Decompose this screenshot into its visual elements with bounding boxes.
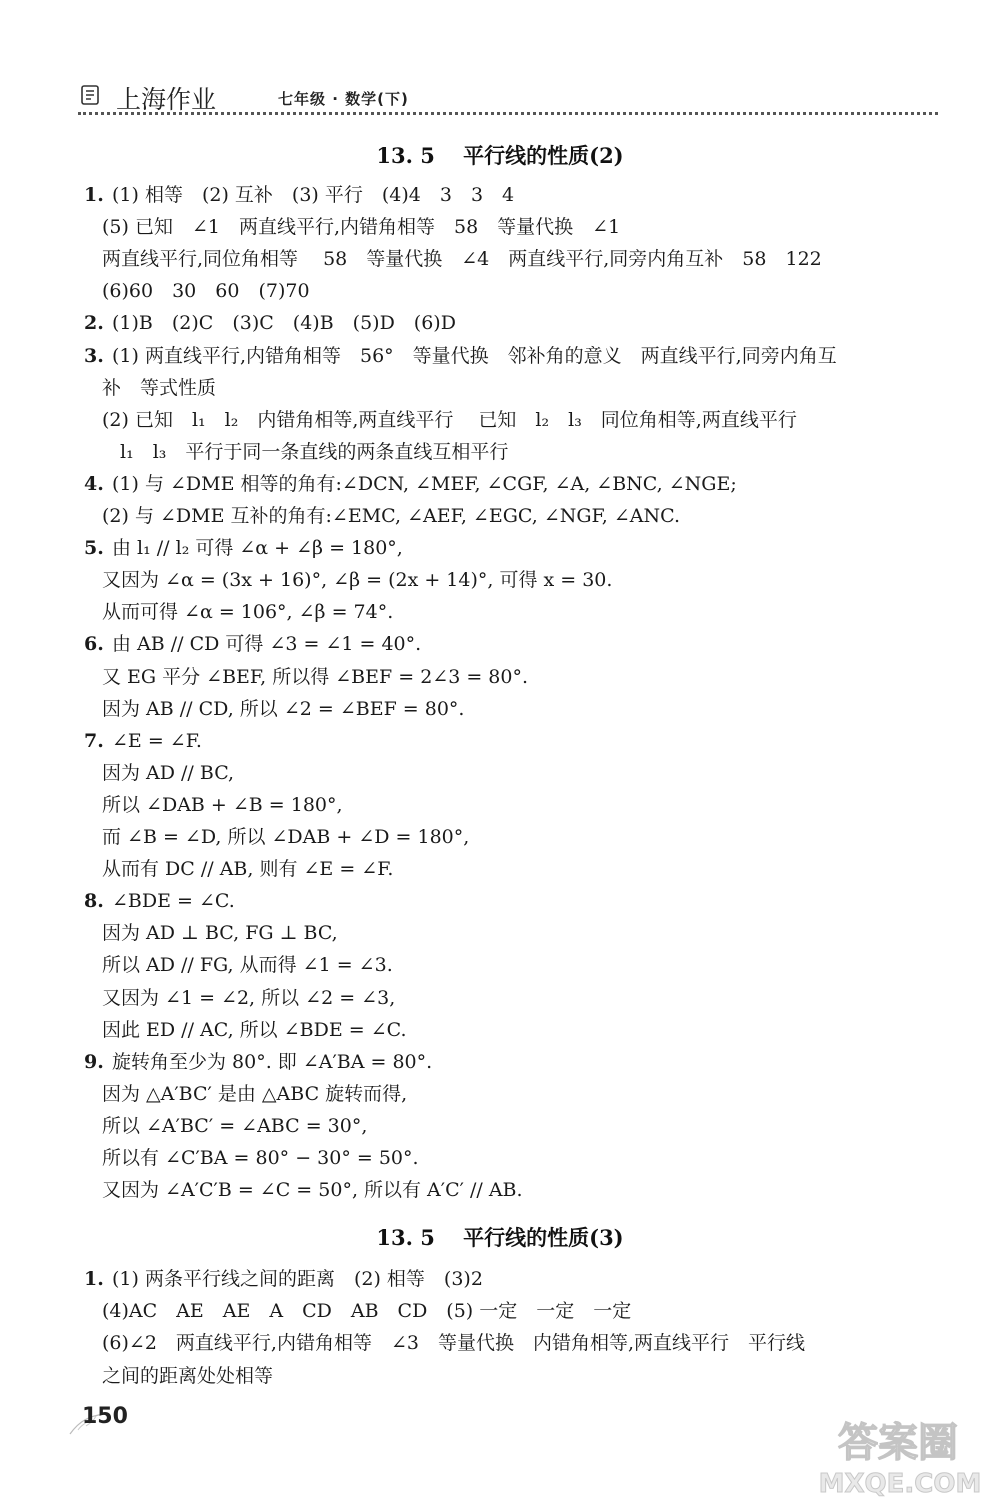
answer-text: 所以有 ∠C′BA = 80° − 30° = 50°. [102,1147,419,1169]
answer-line [80,341,837,371]
answer-line [102,918,338,948]
answer-text: 之间的距离处处相等 [102,1364,274,1387]
question-number: 1. [84,1268,104,1290]
answer-text: (1) 两直线平行,内错角相等 56° 等量代换 邻补角的意义 两直线平行,同旁内角互 [112,344,837,367]
answer-text: ∠E = ∠F. [112,729,202,752]
answer-line [102,597,393,627]
answer-line [102,501,680,531]
answer-text: l₁ l₃ 平行于同一条直线的两条直线互相平行 [120,440,509,463]
answer-line [102,983,395,1013]
book-logo-icon [80,84,102,106]
answer-line [102,758,234,788]
answer-line [80,1047,432,1077]
answer-text: (6)60 30 60 (7)70 [102,280,310,303]
answer-line [80,308,456,338]
answer-line [102,565,612,595]
answer-text: 因为 AD // BC, [102,761,235,784]
section-title: 13. 5 平行线的性质(3) [376,1225,624,1250]
answer-line [80,726,202,756]
answer-line [102,1175,523,1205]
answer-text: (2) 已知 l₁ l₂ 内错角相等,两直线平行 已知 l₂ l₃ 同位角相等,两直线平行 [102,408,797,431]
answer-text: 所以 AD // FG, 从而得 ∠1 = ∠3. [102,954,393,977]
grade-subject-label: 七年级 · 数学(下) [278,90,409,108]
answer-text: 从而有 DC // AB, 则有 ∠E = ∠F. [102,858,394,881]
answer-line [80,629,421,659]
answer-text: (1) 与 ∠DME 相等的角有:∠DCN, ∠MEF, ∠CGF, ∠A, ∠BNC, ∠NGE; [112,472,737,495]
answer-line [80,886,235,916]
answer-line [80,533,403,563]
question-number: 9. [84,1050,104,1073]
answer-text: 因为 AB // CD, 所以 ∠2 = ∠BEF = 80°. [102,697,465,720]
answer-line [102,1143,419,1173]
answer-line [102,1111,367,1141]
answer-line [102,244,822,274]
answer-line [102,822,469,852]
answer-line [102,662,528,692]
answer-line [102,854,393,884]
answer-text: (1)B (2)C (3)C (4)B (5)D (6)D [112,312,456,335]
answer-text: 因为 AD ⊥ BC, FG ⊥ BC, [102,922,338,945]
answer-line [102,790,343,820]
answer-text: (5) 已知 ∠1 两直线平行,内错角相等 58 等量代换 ∠1 [102,216,621,239]
watermark-url-text: MXQE.COM [818,1469,982,1498]
watermark-main-text: 答案圈 [838,1420,958,1466]
answer-text: 所以 ∠A′BC′ = ∠ABC = 30°, [102,1114,368,1137]
answer-line [80,469,737,499]
answer-line [102,373,216,403]
answer-text: 又因为 ∠1 = ∠2, 所以 ∠2 = ∠3, [102,986,396,1009]
header-divider [78,112,938,115]
answer-text: ∠BDE = ∠C. [112,890,235,913]
question-number: 7. [84,729,104,752]
answer-line [102,212,620,242]
question-number: 4. [84,472,104,495]
answer-text: 又 EG 平分 ∠BEF, 所以得 ∠BEF = 2∠3 = 80°. [102,665,529,688]
section-title: 13. 5 平行线的性质(2) [376,143,624,168]
answer-text: 补 等式性质 [102,376,217,399]
answer-text: 两直线平行,同位角相等 58 等量代换 ∠4 两直线平行,同旁内角互补 58 122 [102,248,822,271]
answer-line [80,180,514,210]
answer-line [80,1264,483,1294]
page-header [78,78,938,112]
question-number: 3. [84,344,104,367]
answer-text: 所以 ∠DAB + ∠B = 180°, [102,793,343,816]
watermark-logo [800,1412,996,1498]
page-number: 150 [82,1404,128,1429]
answer-line [102,1015,407,1045]
answer-text: 又因为 ∠α = (3x + 16)°, ∠β = (2x + 14)°, 可得 x = 30. [102,569,613,592]
question-number: 1. [84,184,104,206]
answer-line [102,1328,805,1358]
answer-line [102,405,797,435]
answer-text: (4)AC AE AE A CD AB CD (5) 一定 一定 一定 [102,1300,632,1323]
answer-text: 而 ∠B = ∠D, 所以 ∠DAB + ∠D = 180°, [102,826,470,848]
answer-text: 因此 ED // AC, 所以 ∠BDE = ∠C. [102,1018,407,1041]
answer-line [102,1079,407,1109]
answer-text: 由 AB // CD 可得 ∠3 = ∠1 = 40°. [112,633,422,656]
brand-title: 上海作业 [116,85,217,114]
answer-text: (1) 两条平行线之间的距离 (2) 相等 (3)2 [112,1268,483,1290]
answer-text: 又因为 ∠A′C′B = ∠C = 50°, 所以有 A′C′ // AB. [102,1179,523,1202]
answer-line [102,276,310,306]
answer-line [102,950,393,980]
answer-line [120,437,508,467]
answer-text: (6)∠2 两直线平行,内错角相等 ∠3 等量代换 内错角相等,两直线平行 平行线 [102,1332,806,1355]
answer-text: 从而可得 ∠α = 106°, ∠β = 74°. [102,601,394,624]
answer-text: (1) 相等 (2) 互补 (3) 平行 (4)4 3 3 4 [112,184,515,206]
answer-text: 因为 △A′BC′ 是由 △ABC 旋转而得, [102,1082,408,1105]
answer-line [102,1296,631,1326]
answer-text: (2) 与 ∠DME 互补的角有:∠EMC, ∠AEF, ∠EGC, ∠NGF, ∠ANC. [102,505,681,527]
question-number: 2. [84,312,104,335]
question-number: 8. [84,890,104,913]
answer-line [102,694,464,724]
answer-line [102,1361,273,1391]
answer-text: 由 l₁ // l₂ 可得 ∠α + ∠β = 180°, [112,537,403,560]
answer-text: 旋转角至少为 80°. 即 ∠A′BA = 80°. [112,1050,433,1073]
question-number: 6. [84,633,104,656]
question-number: 5. [84,537,104,560]
